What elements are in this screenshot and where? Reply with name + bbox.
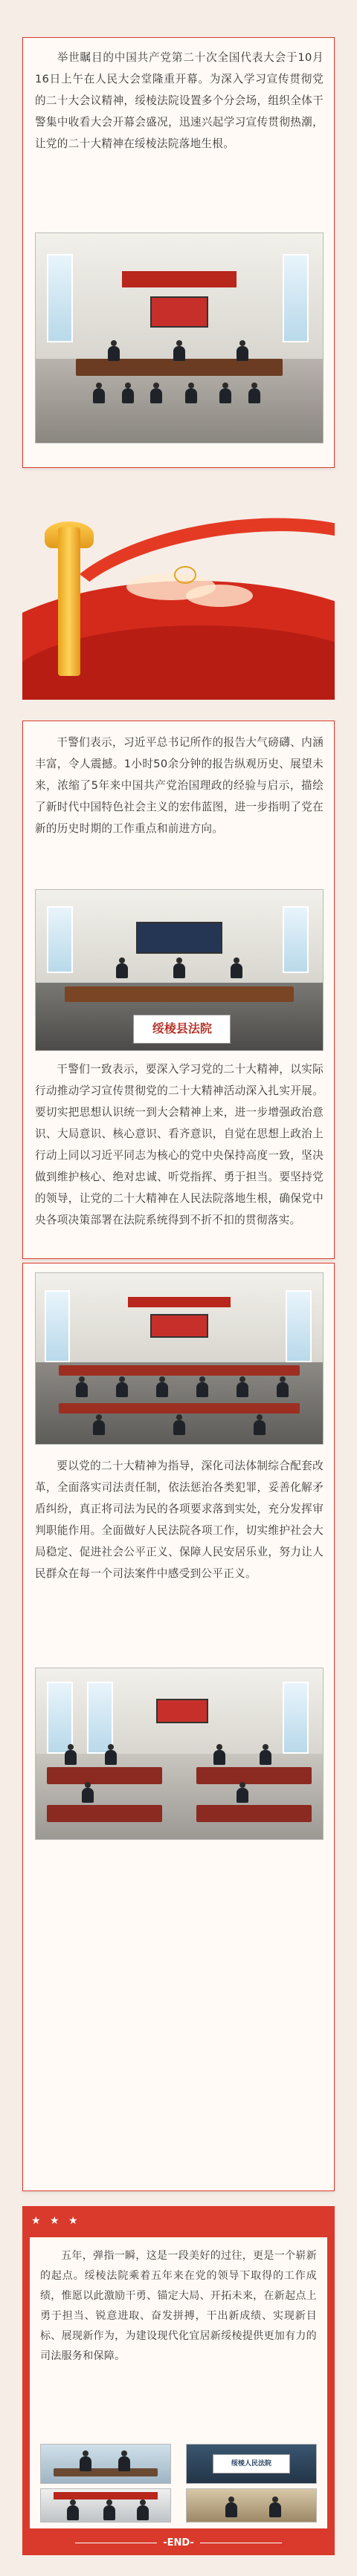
collage-photo-3 bbox=[40, 2488, 171, 2523]
reaction-paragraph bbox=[35, 732, 324, 839]
intro-text: 举世瞩目的中国共产党第二十次全国代表大会于10月16日上午在人民大会堂隆重开幕。为深入学习宣传贯彻党的二十大会议精神，绥棱法院设置多个分会场，组织全体干警集中收看大会开幕会盛况，迅速兴起学习宣传贯彻热潮，让党的二十大精神在绥棱法院落地生根。 bbox=[35, 51, 324, 150]
star-icons: ★ ★ ★ bbox=[31, 2215, 81, 2227]
court-nameplate: 绥棱县法院 bbox=[133, 1015, 231, 1044]
intro-paragraph bbox=[35, 47, 324, 155]
section-card-intro bbox=[22, 37, 335, 468]
guidance-paragraph bbox=[35, 1455, 324, 1584]
photo-meeting-room-1 bbox=[35, 232, 324, 443]
closing-red-frame bbox=[22, 2206, 335, 2555]
closing-paragraph bbox=[40, 2246, 317, 2367]
party-emblem-icon bbox=[174, 566, 196, 584]
closing-inner-panel bbox=[30, 2237, 327, 2528]
collage-photo-1 bbox=[40, 2444, 171, 2484]
end-marker: -END- bbox=[22, 2537, 335, 2549]
collage-photo-2 bbox=[186, 2444, 317, 2484]
photo-meeting-room-2 bbox=[35, 889, 324, 1051]
reaction-text: 干警们表示，习近平总书记所作的报告大气磅礴、内涵丰富，令人震撼。1小时50余分钟的报告纵观历史、展望未来，浓缩了5年来中国共产党治国理政的经验与启示，描绘了新时代中国特色社会主义的宏伟蓝图，进一步指明了党在新的历史时期的工作重点和前进方向。 bbox=[35, 736, 324, 835]
collage-photo-4 bbox=[186, 2488, 317, 2523]
photo-meeting-room-3 bbox=[35, 1272, 324, 1445]
section-card-guidance bbox=[22, 1263, 335, 2191]
photo-meeting-room-4 bbox=[35, 1668, 324, 1840]
guidance-text: 要以党的二十大精神为指导，深化司法体制综合配套改革，全面落实司法责任制，依法惩治各类犯罪，妥善化解矛盾纠纷，真正将司法为民的各项要求落到实处，充分发挥审判职能作用。全面做好人民法院各项工作，切实维护社会大局稳定、促进社会公平正义、保障人民安居乐业，努力让人民群众在每一个司法案件中感受到公平正义。 bbox=[35, 1460, 324, 1580]
decorative-red-banner bbox=[22, 492, 335, 700]
unity-paragraph bbox=[35, 1058, 324, 1231]
closing-text: 五年，弹指一瞬，这是一段美好的过往，更是一个崭新的起点。绥棱法院乘着五年来在党的领导下取得的工作成绩，惟愿以此激励干勇、锚定大局、开拓未来，在新起点上勇于担当、锐意进取、奋发拼搏，干出新成绩、实现新目标、展现新作为，为建设现代化宜居新绥棱提供更加有力的司法服务和保障。 bbox=[40, 2250, 317, 2362]
unity-text: 干警们一致表示，要深入学习党的二十大精神，以实际行动推动学习宣传贯彻党的二十大精神活动深入扎实开展。要切实把思想认识统一到大会精神上来，进一步增强政治意识、大局意识、核心意识、看齐意识，自觉在思想上政治上行动上同以习近平同志为核心的党中央保持高度一致，坚决做到维护核心、绝对忠诚、听党指挥、勇于担当。要坚持党的领导，让党的二十大精神在人民法院落地生根，确保党中央各项决策部署在法院系统得到不折不扣的贯彻落实。 bbox=[35, 1063, 324, 1226]
section-card-reaction bbox=[22, 721, 335, 1259]
collage-nameplate: 绥棱人民法院 bbox=[213, 2454, 290, 2473]
